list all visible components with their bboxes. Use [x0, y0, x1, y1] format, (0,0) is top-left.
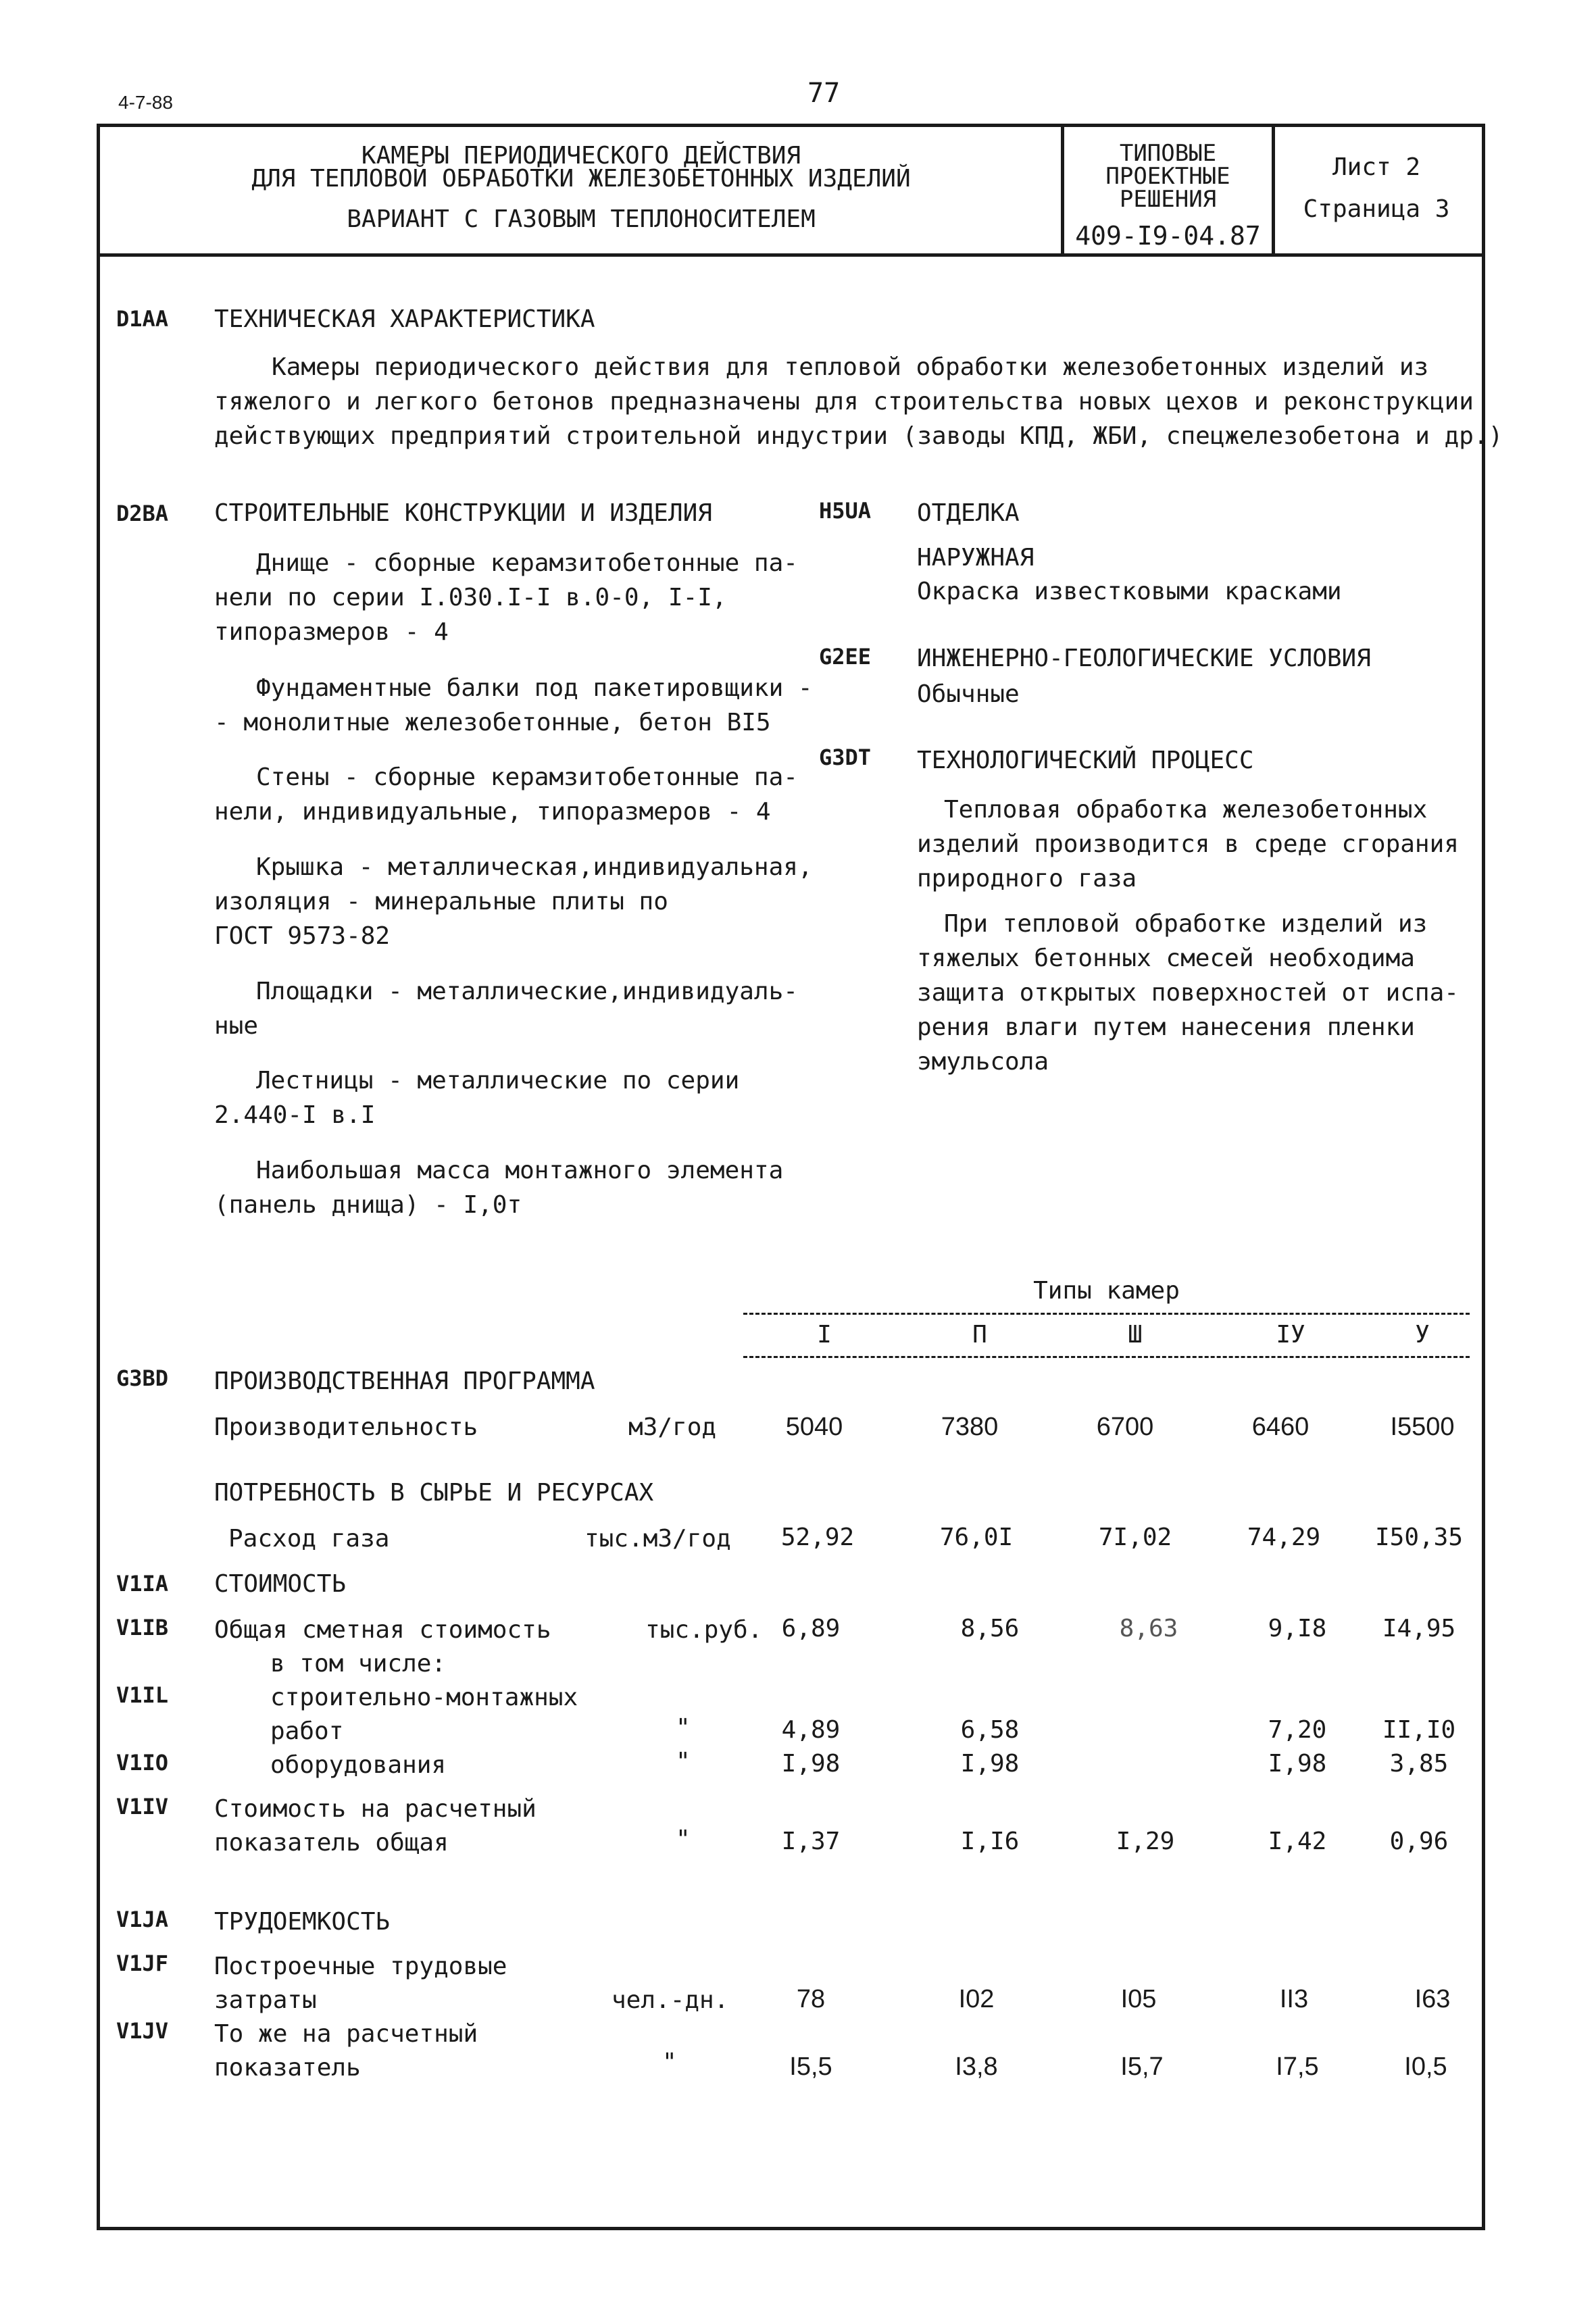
table-cell: I05 [1120, 1985, 1157, 2013]
column-header: IУ [1276, 1321, 1305, 1349]
table-cell: I,98 [1268, 1750, 1327, 1778]
finish-text: Окраска известковыми красками [917, 578, 1342, 605]
section-title: ПРОИЗВОДСТВЕННАЯ ПРОГРАММА [214, 1367, 595, 1395]
text-line: нели по серии I.030.I-I в.0-0, I-I, [214, 584, 727, 611]
section-title: ТЕХНИЧЕСКАЯ ХАРАКТЕРИСТИКА [214, 305, 595, 333]
section-code: G2EE [819, 644, 872, 670]
row-label: Производительность [214, 1413, 478, 1441]
row-code: V1IO [116, 1750, 169, 1776]
section-code: H5UA [819, 498, 872, 524]
table-cell: I0,5 [1404, 2053, 1447, 2081]
table-cell: 8,56 [960, 1615, 1020, 1642]
finish-subtitle: НАРУЖНАЯ [917, 544, 1034, 572]
table-cell: I02 [958, 1985, 995, 2013]
table-cell: 5040 [785, 1413, 843, 1441]
construction-item [214, 974, 798, 1043]
text-line: (панель днища) - I,0т [214, 1191, 522, 1219]
text-line: Наибольшая масса монтажного элемента [256, 1157, 784, 1184]
typical-line: ПРОЕКТНЫЕ [1105, 163, 1230, 190]
row-label: показатель [214, 2054, 361, 2082]
table-cell: 8,63 [1119, 1615, 1178, 1642]
table-cell: 6700 [1096, 1413, 1154, 1441]
text-line: защита открытых поверхностей от испа- [917, 979, 1459, 1007]
row-unit: тыс.м3/год [584, 1525, 731, 1553]
text-line: При тепловой обработке изделий из [944, 910, 1428, 938]
text-line: изоляция - минеральные плиты по [214, 888, 668, 915]
table-cell: I63 [1414, 1985, 1451, 2013]
construction-item [214, 546, 798, 649]
section-code: V1JA [116, 1907, 169, 1932]
row-unit: " [676, 1714, 691, 1742]
row-unit: " [676, 1748, 691, 1776]
text-line: рения влаги путем нанесения пленки [917, 1013, 1415, 1041]
text-line: Камеры периодического действия для тепловой обработки железобетонных изделий из [272, 353, 1429, 381]
text-line: ные [214, 1012, 259, 1040]
section-title: СТРОИТЕЛЬНЫЕ КОНСТРУКЦИИ И ИЗДЕЛИЯ [214, 499, 712, 527]
section-code: G3DT [819, 745, 872, 770]
text-line: - монолитные железобетонные, бетон BI5 [214, 709, 771, 736]
section-title: ОТДЕЛКА [917, 499, 1020, 527]
typical-line: РЕШЕНИЯ [1119, 186, 1217, 213]
table-cell: II3 [1279, 1985, 1309, 2013]
text-line: Стены - сборные керамзитобетонные па- [256, 763, 798, 791]
row-code: V1IL [116, 1682, 169, 1708]
table-cell: I3,8 [955, 2053, 998, 2081]
table-group-header: Типы камер [1033, 1277, 1180, 1305]
construction-item [214, 671, 813, 740]
row-label: оборудования [270, 1751, 447, 1779]
table-cell: 7I,02 [1098, 1524, 1172, 1551]
table-cell: I5500 [1390, 1413, 1455, 1441]
table-cell: II,I0 [1382, 1716, 1456, 1744]
table-cell: I,42 [1268, 1828, 1327, 1855]
table-cell: 7,20 [1268, 1716, 1327, 1744]
table-cell: 0,96 [1389, 1828, 1449, 1855]
header-bottom-rule [97, 253, 1485, 257]
row-code: V1IB [116, 1615, 169, 1640]
table-cell: 6,58 [960, 1716, 1020, 1744]
row-label: Построечные трудовые [214, 1953, 507, 1980]
table-cell: I,I6 [960, 1828, 1020, 1855]
row-label: Общая сметная стоимость [214, 1616, 551, 1644]
text-line: изделий производится в среде сгорания [917, 830, 1459, 858]
document-number: 409-I9-04.87 [1075, 221, 1261, 251]
row-unit: " [676, 1826, 691, 1853]
row-unit: чел.-дн. [612, 1986, 729, 2014]
text-line: ГОСТ 9573-82 [214, 922, 391, 950]
tech-paragraph [214, 350, 1503, 453]
table-cell: I50,35 [1374, 1524, 1464, 1551]
table-cell: 7380 [941, 1413, 999, 1441]
process-paragraph [917, 907, 1459, 1079]
text-line: Фундаментные балки под пакетировщики - [256, 674, 813, 702]
text-line: Крышка - металлическая,индивидуальная, [256, 853, 813, 881]
table-cell: 78 [796, 1985, 826, 2013]
geo-text: Обычные [917, 680, 1020, 708]
page-label: Страница 3 [1303, 195, 1450, 223]
row-code: V1IV [116, 1794, 169, 1819]
table-cell: I7,5 [1276, 2053, 1319, 2081]
text-line: эмульсола [917, 1048, 1049, 1076]
section-title: ПОТРЕБНОСТЬ В СЫРЬЕ И РЕСУРСАХ [214, 1479, 654, 1507]
row-label: строительно-монтажных [270, 1684, 578, 1711]
text-line: Лестницы - металлические по серии [256, 1067, 740, 1095]
table-cell: 6,89 [781, 1615, 841, 1642]
table-rule [743, 1313, 1470, 1315]
table-rule [743, 1356, 1470, 1358]
header-divider-2 [1272, 124, 1275, 257]
section-title: ТЕХНОЛОГИЧЕСКИЙ ПРОЦЕСС [917, 747, 1254, 774]
text-line: Площадки - металлические,индивидуаль- [256, 978, 798, 1005]
row-sublabel: в том числе: [270, 1650, 447, 1678]
table-cell: I,37 [781, 1828, 841, 1855]
section-title: ТРУДОЕМКОСТЬ [214, 1908, 391, 1936]
header-title [101, 144, 1061, 232]
section-code: G3BD [116, 1365, 169, 1391]
row-unit: " [662, 2048, 677, 2076]
section-code: D1AA [116, 306, 169, 332]
text-line: Днище - сборные керамзитобетонные па- [256, 549, 798, 577]
typical-line: ТИПОВЫЕ [1119, 140, 1217, 167]
document-code: 4-7-88 [118, 92, 173, 113]
row-unit: тыс.руб. [645, 1616, 763, 1644]
table-cell: I5,5 [789, 2053, 832, 2081]
text-line: действующих предприятий строительной индустрии (заводы КПД, ЖБИ, спецжелезобетона и др.) [214, 422, 1503, 450]
table-cell: I5,7 [1120, 2053, 1164, 2081]
sheet-label: Лист 2 [1332, 153, 1421, 181]
section-code: D2BA [116, 501, 169, 526]
row-unit: м3/год [628, 1413, 717, 1441]
process-paragraph [917, 793, 1459, 896]
row-label: Стоимость на расчетный [214, 1795, 537, 1823]
column-header: П [972, 1321, 987, 1349]
text-line: нели, индивидуальные, типоразмеров - 4 [214, 798, 771, 826]
page-number: 77 [807, 78, 841, 109]
table-cell: I4,95 [1382, 1615, 1456, 1642]
table-cell: 74,29 [1247, 1524, 1321, 1551]
section-code: V1IA [116, 1571, 169, 1596]
text-line: природного газа [917, 865, 1137, 892]
text-line: тяжелого и легкого бетонов предназначены для строительства новых цехов и реконструкции [214, 388, 1474, 416]
row-code: V1JF [116, 1951, 169, 1976]
column-header: I [817, 1321, 832, 1349]
table-cell: 3,85 [1389, 1750, 1449, 1778]
header-title-line: ДЛЯ ТЕПЛОВОЙ ОБРАБОТКИ ЖЕЛЕЗОБЕТОННЫХ ИЗДЕЛИЙ [251, 165, 911, 193]
row-label: То же на расчетный [214, 2020, 478, 2048]
row-code: V1JV [116, 2018, 169, 2044]
section-title: СТОИМОСТЬ [214, 1570, 347, 1598]
text-line: тяжелых бетонных смесей необходима [917, 945, 1415, 972]
table-cell: I,29 [1116, 1828, 1175, 1855]
construction-item [214, 760, 798, 829]
row-label: затраты [214, 1986, 317, 2014]
construction-item [214, 1153, 783, 1222]
column-header: У [1415, 1321, 1430, 1349]
construction-item [214, 850, 813, 953]
text-line: типоразмеров - 4 [214, 618, 449, 646]
header-title-line: КАМЕРЫ ПЕРИОДИЧЕСКОГО ДЕЙСТВИЯ [361, 142, 801, 170]
text-line: Тепловая обработка железобетонных [944, 796, 1428, 824]
table-cell: 76,0I [939, 1524, 1014, 1551]
section-title: ИНЖЕНЕРНО-ГЕОЛОГИЧЕСКИЕ УСЛОВИЯ [917, 645, 1371, 672]
table-cell: I,98 [781, 1750, 841, 1778]
header-title-line: ВАРИАНТ С ГАЗОВЫМ ТЕПЛОНОСИТЕЛЕМ [347, 205, 816, 233]
table-cell: 52,92 [780, 1524, 855, 1551]
table-cell: 6460 [1251, 1413, 1310, 1441]
table-cell: I,98 [960, 1750, 1020, 1778]
row-label: показатель общая [214, 1829, 449, 1857]
row-label: Расход газа [228, 1525, 390, 1553]
text-line: 2.440-I в.I [214, 1101, 376, 1129]
typical-solutions-label [1064, 142, 1272, 249]
row-label: работ [270, 1717, 344, 1745]
table-cell: 9,I8 [1268, 1615, 1327, 1642]
construction-item [214, 1063, 739, 1132]
table-cell: 4,89 [781, 1716, 841, 1744]
column-header: Ш [1128, 1321, 1143, 1349]
